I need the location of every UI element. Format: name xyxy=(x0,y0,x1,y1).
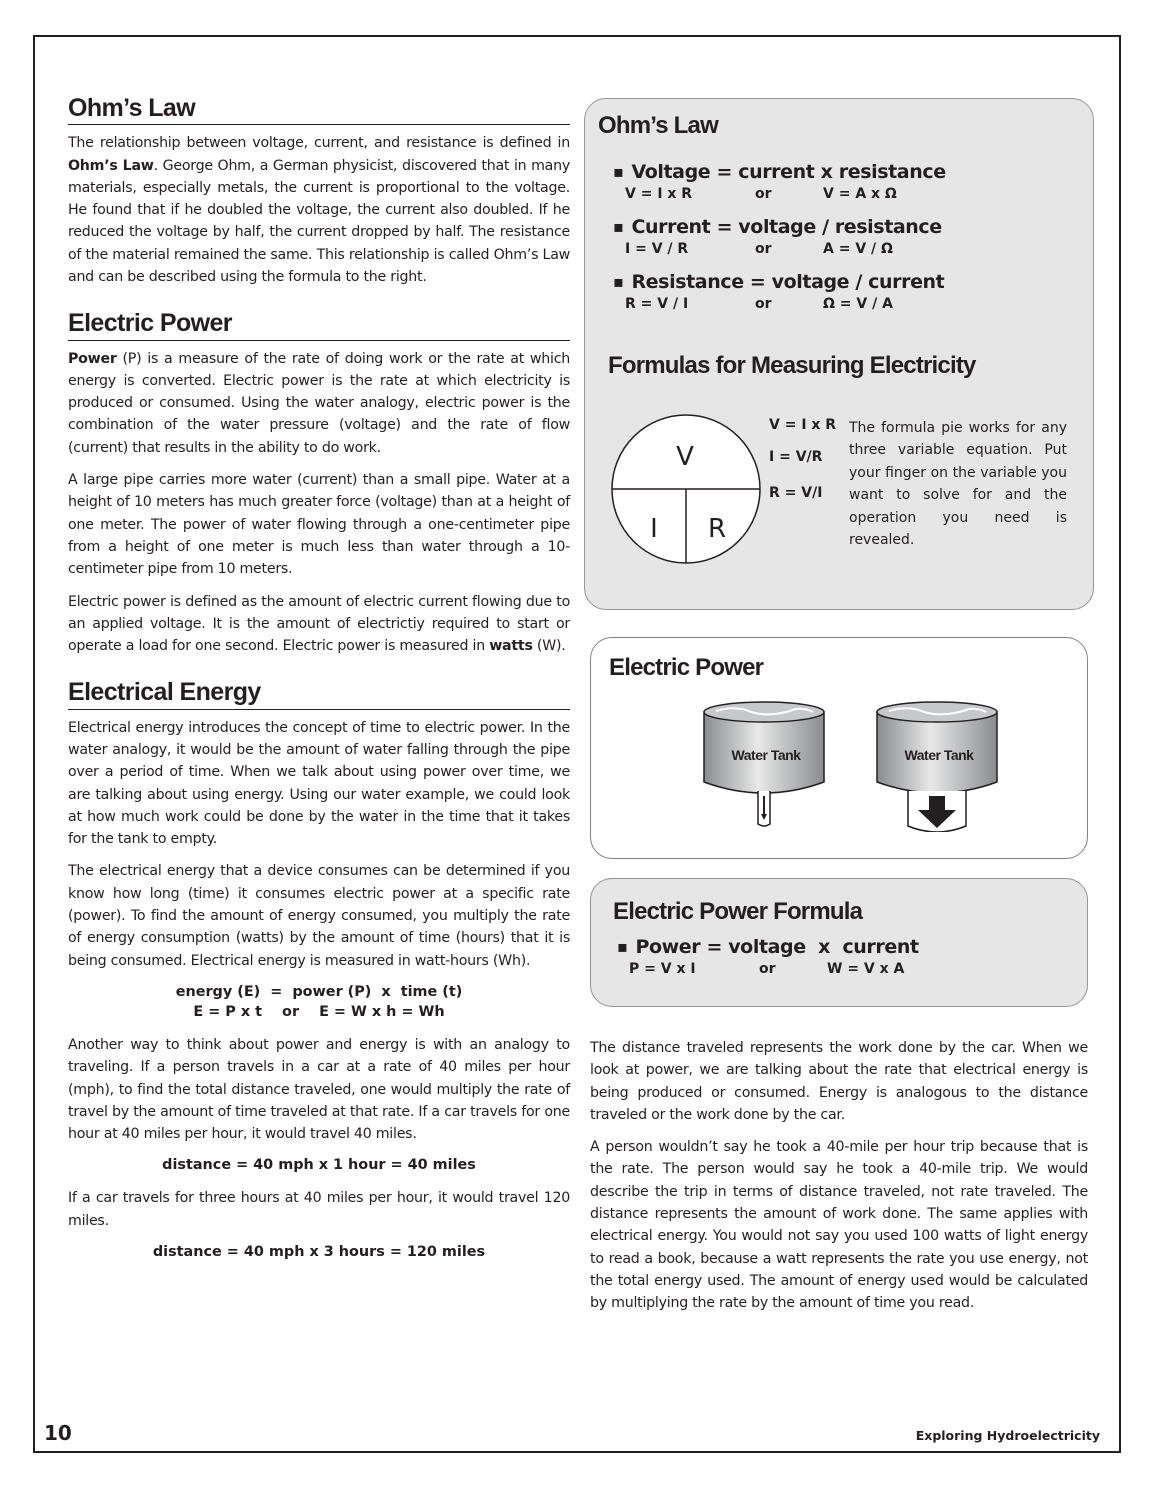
electric-power-heading: Electric Power xyxy=(68,310,570,340)
electrical-energy-paragraph-1: Electrical energy introduces the concept of time to electric power. In the water analogy, it would be the amount of water falling through the pipe over a period of time. When we talk about using power over time, we are talking about using energy. Using our water example, we could look at how much work could be done by the water in the time that it takes for the tank to empty. xyxy=(68,719,570,848)
water-tank-small-pipe xyxy=(701,700,831,832)
ohms-law-heading: Ohm’s Law xyxy=(68,95,570,125)
distance-formula-2: distance = 40 mph x 3 hours = 120 miles xyxy=(152,1244,486,1261)
ohms-law-box xyxy=(584,98,1094,610)
pie-formula-v: V = I x R xyxy=(769,417,837,433)
law-current xyxy=(613,215,1083,258)
publication-title: Exploring Hydroelectricity xyxy=(915,1428,1100,1443)
right-paragraph-1: The distance traveled represents the work done by the car. When we look at power, we are talking about the rate that electrical energy is being produced or consumed. Energy is analogous to the distance traveled or the work done by the car. xyxy=(590,1040,1088,1123)
power-formula-law xyxy=(617,935,1077,978)
law-voltage-head: ▪ Voltage = current x resistance xyxy=(613,160,1083,185)
law-current-head: ▪ Current = voltage / resistance xyxy=(613,215,1083,240)
electric-power-box-title: Electric Power xyxy=(609,654,764,681)
electric-power-paragraph-1: Power (P) is a measure of the rate of doing work or the rate at which energy is converted. Electric power is the rate at which electricity is produced or consumed. Using the water analogy, electric power is the combination of the water pressure (voltage) and the rate of flow (current) that results in the ability to do work. xyxy=(68,350,570,456)
energy-formula-line-2: E = P x t or E = W x h = Wh xyxy=(193,1003,445,1020)
energy-formula-line-1: energy (E) = power (P) x time (t) xyxy=(175,983,463,1000)
law-voltage-formulas: V = I x R or V = A x Ω xyxy=(625,186,897,202)
water-tank-label-2: Water Tank xyxy=(904,747,974,763)
ohms-law-list xyxy=(613,160,1083,313)
law-resistance-formulas: R = V / I or Ω = V / A xyxy=(625,296,893,312)
left-column xyxy=(68,95,570,1274)
formula-pie-diagram xyxy=(610,411,770,571)
electrical-energy-paragraph-4: If a car travels for three hours at 40 miles per hour, it would travel 120 miles. xyxy=(68,1190,570,1229)
page-number: 10 xyxy=(44,1421,72,1445)
water-tank-large-pipe xyxy=(874,700,1004,832)
electric-power-formula-box xyxy=(590,878,1088,1007)
electrical-energy-paragraph-2: The electrical energy that a device consumes can be determined if you know how long (time) it consumes electric power at a specific rate (power). To find the amount of energy consumed, you multiply the rate of energy consumption (watts) by the amount of time (hours) that it is being consumed. Electrical energy is measured in watt-hours (Wh). xyxy=(68,863,570,969)
power-formula-head: ▪ Power = voltage x current xyxy=(617,935,1077,960)
pie-label-v: V xyxy=(676,442,694,472)
electric-power-formula-title: Electric Power Formula xyxy=(613,898,863,925)
electric-power-paragraph-2: A large pipe carries more water (current) than a small pipe. Water at a height of 10 meters has much greater force (voltage) than at a height of one meter. The power of water flowing through a one-centimeter pipe from a height of one meter is much less than water through a 10-centimeter pipe from 10 meters. xyxy=(68,472,570,578)
pie-formula-r: R = V/I xyxy=(769,485,823,501)
water-tank-label-1: Water Tank xyxy=(731,747,801,763)
law-resistance xyxy=(613,270,1083,313)
right-text xyxy=(590,1037,1088,1325)
electric-power-box xyxy=(590,637,1088,859)
right-paragraph-2: A person wouldn’t say he took a 40-mile per hour trip because that is the rate. The person would say he took a 40-mile trip. We would describe the trip in terms of distance traveled, not rate traveled. The distance represents the amount of work done. The same applies with electrical energy. You would not say you used 100 watts of light energy to read a book, because a watt represents the rate you use energy, not the total energy used. The amount of energy used would be calculated by multiplying the rate by the amount of time you read. xyxy=(590,1139,1088,1312)
law-current-formulas: I = V / R or A = V / Ω xyxy=(625,241,893,257)
electrical-energy-heading: Electrical Energy xyxy=(68,679,570,709)
electrical-energy-paragraph-3: Another way to think about power and energy is with an analogy to traveling. If a person travels in a car at a rate of 40 miles per hour (mph), to find the total distance traveled, one would multiply the rate of travel by the amount of time traveled at that rate. If a car travels for one hour at 40 miles per hour, it would travel 40 miles. xyxy=(68,1036,570,1143)
law-resistance-head: ▪ Resistance = voltage / current xyxy=(613,270,1083,295)
ohms-law-box-title: Ohm’s Law xyxy=(598,112,718,139)
energy-formula xyxy=(68,982,570,1022)
distance-formula-1: distance = 40 mph x 1 hour = 40 miles xyxy=(162,1157,476,1174)
formulas-title: Formulas for Measuring Electricity xyxy=(608,352,976,379)
pie-label-r: R xyxy=(707,514,727,544)
pie-label-i: I xyxy=(650,514,658,544)
electric-power-paragraph-3: Electric power is defined as the amount of electric current flowing due to an applied voltage. It is the amount of electrictiy required to start or operate a load for one second. Electric power is measured in watts (W). xyxy=(68,593,570,655)
pie-description: The formula pie works for any three variable equation. Put your finger on the variable you want to solve for and the operation you need is revealed. xyxy=(849,420,1067,549)
power-formula-values: P = V x I or W = V x A xyxy=(629,961,905,977)
ohms-law-paragraph: The relationship between voltage, current, and resistance is defined in Ohm’s Law. George Ohm, a German physicist, discovered that in many materials, especially metals, the current is proportional to the voltage. He found that if he doubled the voltage, the current also doubled. If he reduced the voltage by half, the current dropped by half. The resistance of the material remained the same. This relationship is called Ohm’s Law and can be described using the formula to the right. xyxy=(68,135,570,286)
pie-formula-i: I = V/R xyxy=(769,449,823,465)
law-voltage xyxy=(613,160,1083,203)
